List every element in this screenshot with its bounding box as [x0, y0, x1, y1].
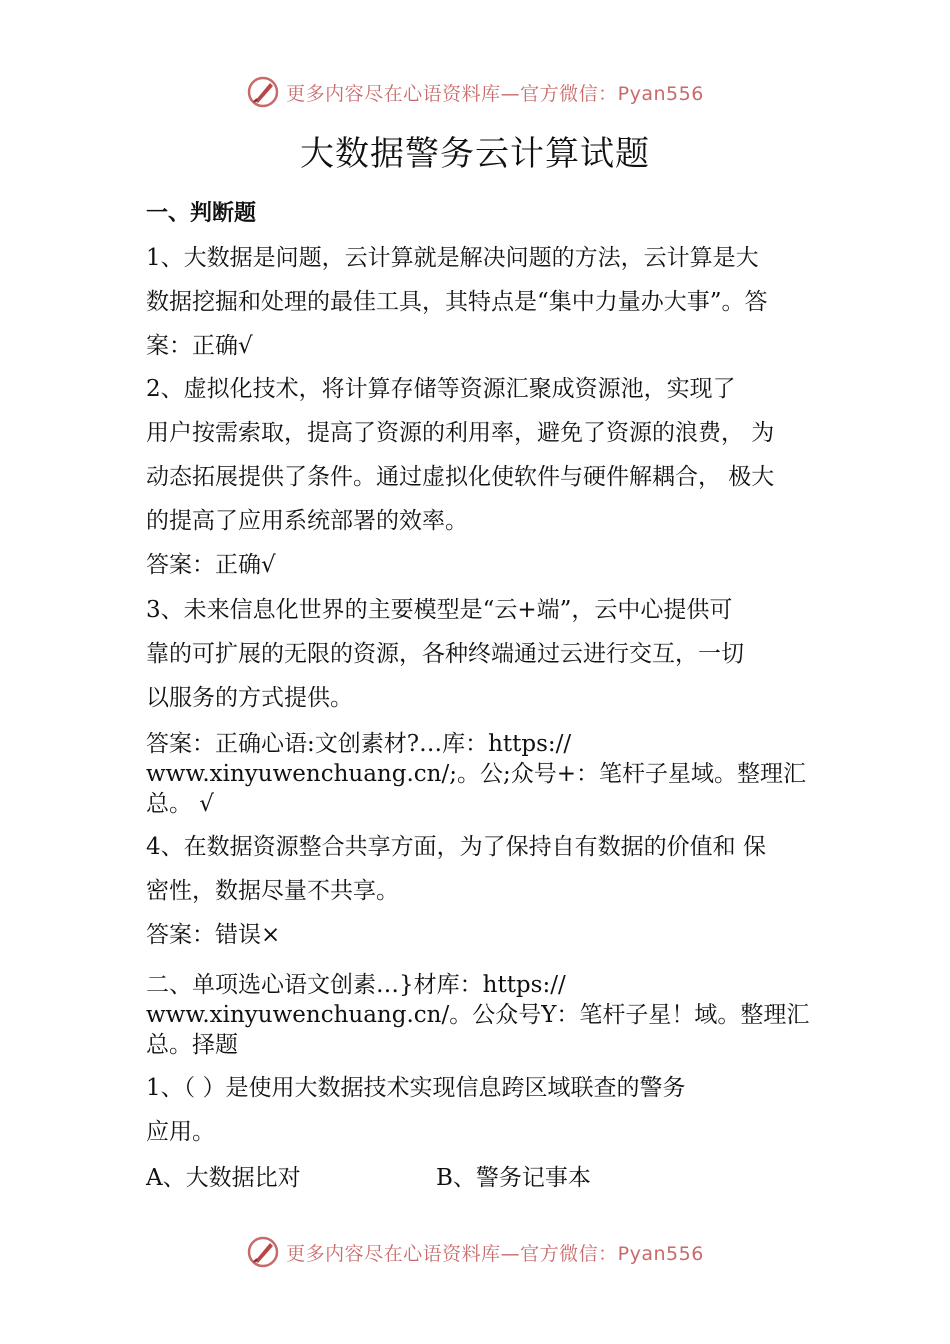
question-text-line: 以服务的方式提供。 [146, 685, 353, 711]
question-text-line: 靠的可扩展的无限的资源，各种终端通过云进行交互，一切 [146, 641, 744, 667]
question-text-line: 用户按需索取，提高了资源的利用率，避免了资源的浪费， 为 [146, 420, 775, 446]
question-text-line: 数据挖掘和处理的最佳工具，其特点是“集中力量办大事”。答 [146, 289, 768, 315]
watermark-text: 更多内容尽在心语资料库—官方微信：Pyan556 [286, 82, 704, 105]
question-text-line: 动态拓展提供了条件。通过虚拟化使软件与硬件解耦合， 极大 [146, 464, 775, 490]
question-text-line: 应用。 [146, 1119, 215, 1145]
question-text-line: 的提高了应用系统部署的效率。 [146, 508, 468, 534]
question-1 [146, 236, 836, 368]
answer-line: 答案：正确√ [146, 552, 276, 578]
watermark-header [0, 72, 950, 112]
question-4 [146, 825, 836, 957]
watermark-footer [0, 1232, 950, 1272]
question-2 [146, 367, 836, 587]
answer-line: www.xinyuwenchuang.cn/;。公;众号+：笔杆子星域。整理汇 [146, 761, 806, 787]
answer-line: 案：正确√ [146, 333, 253, 359]
answer-line: 答案：错误× [146, 922, 281, 948]
choice-question-1 [146, 1066, 836, 1154]
answer-line: 答案：正确心语:文创素材?…库：https:// [146, 731, 572, 757]
quill-logo-icon [246, 75, 280, 109]
watermark-text: 更多内容尽在心语资料库—官方微信：Pyan556 [286, 1242, 704, 1265]
question-text-line: 1、（ ）是使用大数据技术实现信息跨区域联查的警务 [146, 1075, 686, 1101]
question-text-line: 4、在数据资源整合共享方面，为了保持自有数据的价值和 保 [146, 834, 766, 860]
question-text-line: 密性，数据尽量不共享。 [146, 878, 399, 904]
question-3 [146, 588, 836, 720]
answer-3 [146, 729, 836, 819]
section-heading-single-choice [146, 970, 836, 1060]
options-row [146, 1156, 591, 1200]
section-heading-line: www.xinyuwenchuang.cn/。公众号Y：笔杆子星！域。整理汇 [146, 1002, 810, 1028]
answer-line: 总。 √ [146, 791, 214, 817]
option-b: B、警务记事本 [436, 1165, 591, 1191]
quill-logo-icon [246, 1235, 280, 1269]
section-heading-true-false: 一、判断题 [146, 201, 257, 226]
question-text-line: 3、未来信息化世界的主要模型是“云+端”，云中心提供可 [146, 597, 733, 623]
question-text-line: 2、虚拟化技术，将计算存储等资源汇聚成资源池，实现了 [146, 376, 736, 402]
section-heading-line: 总。择题 [146, 1032, 238, 1058]
section-heading-line: 二、单项选心语文创素…}材库：https:// [146, 972, 566, 998]
option-a: A、大数据比对 [146, 1165, 301, 1191]
question-text-line: 1、大数据是问题，云计算就是解决问题的方法，云计算是大 [146, 245, 759, 271]
document-title: 大数据警务云计算试题 [300, 134, 650, 174]
